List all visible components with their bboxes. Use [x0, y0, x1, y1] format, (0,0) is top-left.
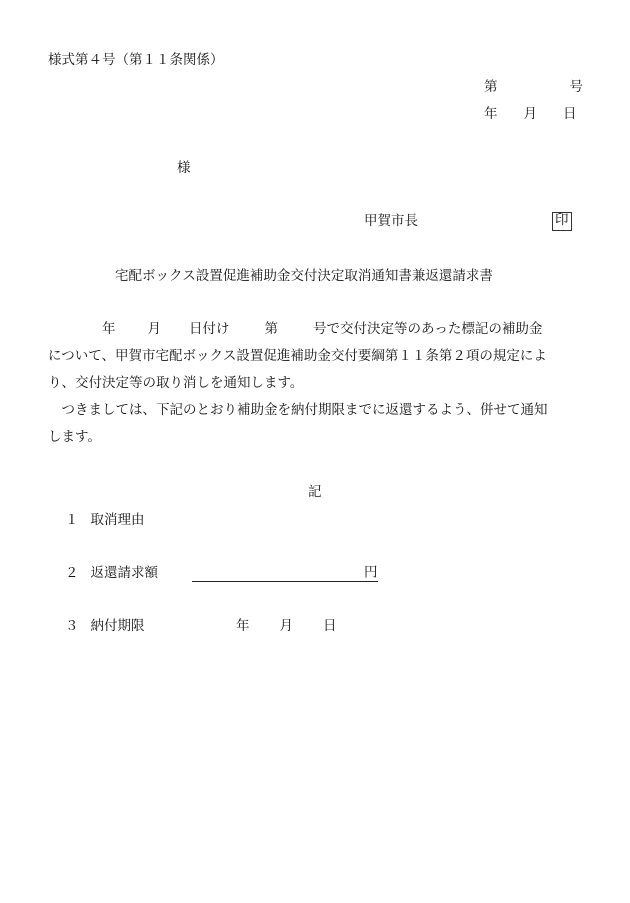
doc-number [484, 81, 583, 95]
issue-date-year: 年 [484, 106, 498, 122]
body-month: 月 [147, 321, 161, 337]
refund-amount-line [192, 566, 364, 580]
payment-deadline-date [236, 620, 337, 634]
document-title: 宅配ボックス設置促進補助金交付決定取消通知書兼返還請求書 [115, 268, 493, 284]
item-1 [65, 514, 145, 528]
deadline-month: 月 [279, 618, 293, 634]
deadline-day: 日 [323, 618, 337, 634]
body-line-2: について、甲賀市宅配ボックス設置促進補助金交付要綱第１１条第２項の規定によ [48, 348, 547, 364]
item-3 [65, 620, 145, 634]
issue-date-month: 月 [523, 106, 537, 122]
item-1-label: 取消理由 [90, 512, 145, 528]
item-1-number: １ [65, 512, 79, 528]
body-year: 年 [102, 321, 116, 337]
doc-number-suffix: 号 [569, 79, 583, 95]
item-3-label: 納付期限 [90, 618, 145, 634]
body-line-4: つきましては、下記のとおり補助金を納付期限までに返還するよう、併せて通知 [48, 402, 548, 418]
item-2-label: 返還請求額 [90, 565, 158, 581]
body-date-suffix: 日付け [189, 321, 230, 337]
body-line-5: します。 [48, 429, 101, 445]
item-2 [65, 567, 158, 581]
issue-date [484, 108, 577, 122]
form-number: 様式第４号（第１１条関係） [48, 52, 224, 68]
issue-date-day: 日 [563, 106, 577, 122]
ki-heading: 記 [308, 484, 322, 500]
body-line1-rest: 号で交付決定等のあった標記の補助金 [313, 321, 543, 337]
item-2-number: ２ [65, 565, 79, 581]
deadline-year: 年 [236, 618, 250, 634]
addressee-honorific: 様 [177, 160, 191, 176]
refund-amount-unit: 円 [364, 564, 378, 581]
body-line-3: り、交付決定等の取り消しを通知します。 [48, 375, 304, 391]
doc-number-prefix: 第 [484, 79, 498, 95]
body-no-prefix: 第 [264, 321, 278, 337]
sender-title: 甲賀市長 [364, 213, 418, 229]
body-line-1 [48, 323, 582, 337]
item-3-number: ３ [65, 618, 79, 634]
seal-mark [552, 212, 572, 231]
seal-mark-label: 印 [555, 212, 569, 228]
refund-amount-blank [192, 566, 378, 582]
